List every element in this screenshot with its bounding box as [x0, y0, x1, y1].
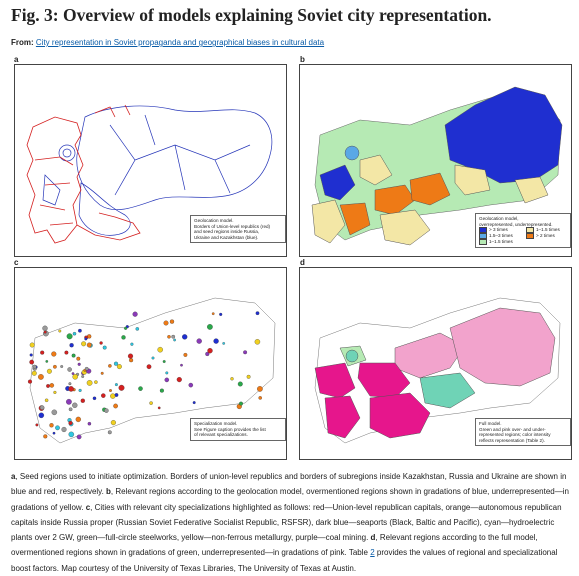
city-marker: [50, 383, 54, 387]
city-marker: [117, 364, 122, 369]
city-marker: [180, 364, 182, 366]
legend-d-line-3: represented regions; color intensity: [479, 432, 551, 438]
city-marker: [131, 343, 134, 346]
city-marker: [193, 401, 196, 404]
kazakh-under-region: [380, 210, 430, 245]
moscow-green-region: [346, 350, 358, 362]
city-marker: [147, 365, 151, 369]
city-marker: [212, 313, 214, 315]
city-marker: [160, 389, 164, 393]
city-marker: [243, 351, 247, 355]
city-marker: [133, 312, 138, 317]
city-marker: [138, 387, 142, 391]
city-marker: [115, 393, 118, 396]
city-marker: [47, 369, 52, 374]
city-marker: [40, 406, 44, 410]
city-marker: [94, 381, 97, 384]
city-marker: [77, 435, 81, 439]
city-marker: [104, 409, 108, 413]
city-marker: [30, 343, 35, 348]
caption-b-label: b: [106, 487, 111, 497]
moscow-region: [345, 146, 359, 160]
city-marker: [33, 365, 37, 369]
city-marker: [46, 360, 48, 362]
city-marker: [129, 358, 133, 362]
city-marker: [150, 402, 153, 405]
city-marker: [68, 367, 72, 371]
city-marker: [197, 339, 202, 344]
city-marker: [78, 329, 81, 332]
city-marker: [257, 386, 262, 391]
panel-b-label: b: [300, 55, 305, 64]
city-marker: [124, 327, 127, 330]
city-marker: [109, 389, 112, 392]
legend-b-item-text: 1.5–3 times: [489, 233, 513, 239]
legend-c-line-1: Specialization model.: [194, 421, 238, 426]
panel-c-map: [14, 267, 287, 460]
panel-a-legend: [190, 215, 286, 243]
city-marker: [69, 421, 73, 425]
city-marker: [46, 384, 49, 387]
legend-b-item-text: > 2 times: [536, 233, 555, 239]
city-marker: [87, 343, 92, 348]
city-marker: [30, 354, 33, 357]
panel-c-legend: [190, 418, 286, 441]
city-marker: [55, 426, 59, 430]
city-marker: [208, 348, 213, 353]
swatch-orange: [526, 233, 534, 239]
legend-d-line-1: Full model.: [479, 421, 502, 426]
from-label: From:: [11, 38, 34, 47]
city-marker: [81, 375, 84, 378]
legend-b-item: [479, 239, 520, 245]
city-marker: [172, 335, 175, 338]
legend-a-line-3: and seed regions inside Russia,: [194, 229, 260, 235]
city-marker: [76, 417, 81, 422]
city-marker: [173, 339, 175, 341]
legend-b-item-text: 1–1.5 times: [536, 227, 560, 233]
city-marker: [164, 321, 169, 326]
city-marker: [231, 377, 234, 380]
legend-d-line-2: Green and pink over- and under-: [479, 426, 546, 432]
city-marker: [81, 399, 85, 403]
city-marker: [87, 380, 92, 385]
legend-d-line-4: reflects representation (Table 2).: [479, 437, 545, 443]
city-marker: [72, 354, 76, 358]
city-marker: [119, 385, 125, 391]
city-marker: [51, 352, 56, 357]
panel-d-map: [299, 267, 572, 460]
source-article-link[interactable]: City representation in Soviet propaganda and geographical biases in cultural data: [35, 38, 325, 47]
city-marker: [30, 360, 34, 364]
city-marker: [219, 313, 222, 316]
city-marker: [167, 335, 170, 338]
swatch-light-green: [479, 239, 487, 245]
city-marker: [77, 357, 81, 361]
city-marker: [53, 432, 55, 434]
caption-d-text: , Relevant regions according to the full model, overmentioned regions shown in gradations of green, underrepresented—in gradations of pink. Table: [11, 533, 538, 558]
panel-b-legend: [475, 213, 571, 248]
city-marker: [45, 399, 48, 402]
city-marker: [28, 380, 32, 384]
table-reference-link[interactable]: 2: [370, 548, 375, 558]
city-marker: [54, 391, 57, 394]
city-marker: [247, 375, 251, 379]
caption-a-label: a: [11, 472, 16, 481]
caption-c-label: c: [85, 502, 91, 512]
city-marker: [189, 383, 193, 387]
city-marker: [67, 334, 73, 340]
city-marker: [52, 410, 57, 415]
panel-c-label: c: [14, 258, 19, 267]
legend-c-line-3: See Figure caption provides the list: [194, 426, 266, 432]
city-marker: [50, 423, 54, 427]
panel-b-map: [299, 64, 572, 257]
panel-d-legend: [475, 418, 571, 446]
city-marker: [43, 435, 47, 439]
city-marker: [69, 432, 74, 437]
city-marker: [101, 394, 105, 398]
city-marker: [73, 374, 78, 379]
city-marker: [81, 342, 86, 347]
city-marker: [73, 332, 76, 335]
city-marker: [93, 397, 96, 400]
city-marker: [108, 364, 111, 367]
caption-d-label: d: [370, 533, 376, 543]
panel-d-label: d: [300, 258, 305, 267]
legend-b-item-text: > 3 times: [489, 227, 508, 233]
city-marker: [72, 403, 77, 408]
panel-a-map: [14, 64, 287, 257]
city-marker: [238, 382, 243, 387]
city-marker: [100, 342, 103, 345]
city-marker: [166, 372, 169, 375]
city-marker: [255, 339, 260, 344]
city-marker: [223, 342, 225, 344]
city-marker: [207, 324, 212, 329]
city-marker: [182, 334, 187, 339]
city-marker: [115, 383, 118, 386]
caption-c-text: , Cities with relevant city specializations highlighted as follows: red—Union-level republican capitals, orange—autonomous republican capitals inside Russia proper (Russian Soviet Federative Socialist Republic, RSFSR), dark blue—seaports (Black, Baltic and Pacific), cyan—hydroelectric plants over 2 GW, green—full-circle steelworks, yellow—non-ferrous metallurgy, purple—coal mining.: [11, 502, 562, 543]
city-marker: [136, 327, 139, 330]
legend-b-items: [479, 227, 567, 245]
city-marker: [259, 396, 262, 399]
city-marker: [113, 404, 117, 408]
city-marker: [85, 338, 88, 341]
city-marker: [163, 360, 166, 363]
legend-a-line-1: Geolocation model.: [194, 218, 234, 223]
city-marker: [110, 394, 115, 399]
city-marker: [108, 431, 112, 435]
city-marker: [103, 346, 107, 350]
city-marker: [66, 399, 71, 404]
city-marker: [53, 365, 56, 368]
legend-a-line-2: Borders of Union-level republics (red): [194, 223, 271, 229]
city-marker: [70, 343, 74, 347]
city-marker: [256, 312, 259, 315]
caption-b-text: , Relevant regions according to the geolocation model, overmentioned regions shown in gradations of blue, underrepresented—in gradations of yellow.: [11, 487, 569, 512]
city-marker: [65, 351, 69, 355]
city-marker: [62, 427, 67, 432]
legend-c-line-4: of relevant specializations.: [194, 432, 248, 438]
city-marker: [38, 374, 43, 379]
city-marker: [32, 371, 37, 376]
legend-a-line-4: Ukraine and Kazakhstan (blue).: [194, 234, 259, 240]
legend-b-title-2: overrepresented, underrepresented.: [479, 221, 553, 227]
city-marker: [79, 389, 82, 392]
city-marker: [43, 326, 48, 331]
city-marker: [59, 330, 62, 333]
figure-title: Fig. 3: Overview of models explaining Soviet city representation.: [11, 5, 492, 25]
city-marker: [40, 351, 44, 355]
city-marker: [158, 347, 163, 352]
caption-a-text: , Seed regions used to initiate optimization. Borders of union-level republics and borders of subregions inside Kazakhstan, Russia and Ukraine are shown in blue and red, respectively.: [11, 472, 567, 497]
city-marker: [69, 382, 72, 385]
source-line: [11, 38, 324, 47]
city-marker: [36, 424, 39, 427]
city-marker: [88, 422, 91, 425]
caption-tail-text: provides the values of regional and specializational boost factors. Map courtesy of the University of Texas Libraries, The University of Texas at Austin.: [11, 548, 558, 573]
city-marker: [177, 377, 182, 382]
city-marker: [111, 420, 116, 425]
city-marker: [69, 386, 74, 391]
legend-b-title-1: Geolocation model,: [479, 216, 519, 221]
city-marker: [128, 354, 133, 359]
figure-caption: [11, 469, 569, 576]
city-marker: [60, 365, 63, 368]
city-marker: [114, 362, 118, 366]
city-marker: [184, 353, 188, 357]
city-marker: [152, 357, 155, 360]
city-marker: [165, 378, 169, 382]
city-marker: [101, 372, 104, 375]
city-marker: [85, 367, 88, 370]
city-marker: [214, 339, 219, 344]
legend-b-item-text: 1–1.5 times: [489, 239, 513, 245]
city-marker: [122, 335, 126, 339]
city-marker: [69, 408, 72, 411]
city-marker: [170, 320, 174, 324]
city-marker: [44, 331, 47, 334]
city-marker: [158, 407, 160, 409]
city-marker: [78, 363, 81, 366]
city-marker: [239, 402, 243, 406]
city-marker: [39, 413, 44, 418]
legend-b-item: [526, 233, 567, 239]
panel-a-label: a: [14, 55, 19, 64]
